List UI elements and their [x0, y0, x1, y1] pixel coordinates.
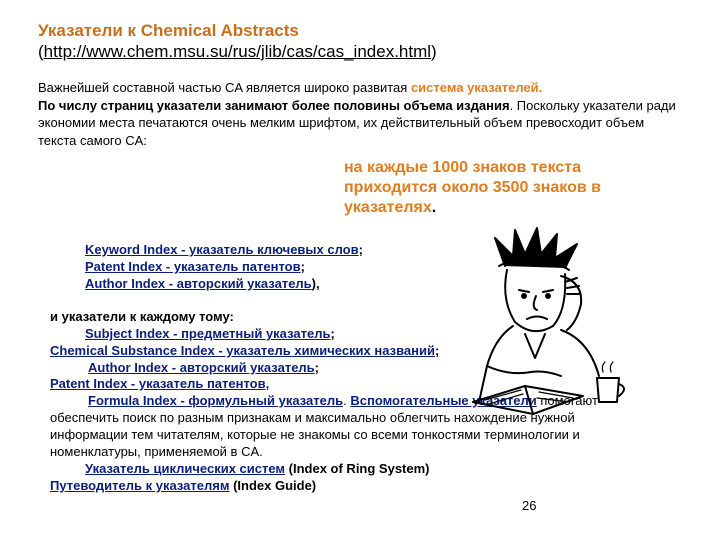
page-number: 26 [522, 498, 537, 513]
url-open-paren: ( [38, 42, 44, 61]
patent-index-link[interactable]: Patent Index - указатель патентов [85, 259, 301, 274]
source-url-link[interactable]: http://www.chem.msu.su/rus/jlib/cas/cas_index.html [43, 42, 432, 61]
volume-index-row [88, 359, 319, 376]
url-close-paren: ) [431, 42, 437, 61]
formula-index-link[interactable]: Formula Index - формульный указатель [88, 393, 344, 408]
index-guide-english: (Index Guide) [229, 478, 317, 493]
volume-index-row [50, 375, 269, 392]
source-url-line [38, 41, 437, 62]
issue-index-suffix: ), [311, 276, 320, 291]
volume-indexes-intro: и указатели к каждому тому: [50, 309, 234, 324]
author-index-link[interactable]: Author Index - авторский указатель [85, 276, 312, 291]
volume-patent-index-link[interactable]: Patent Index - указатель патентов, [50, 376, 270, 391]
issue-index-row [85, 258, 305, 275]
intro-text-1: Важнейшей составной частью CA является широко развитая [38, 80, 411, 95]
ring-index-english: (Index of Ring System) [285, 461, 430, 476]
callout-text: на каждые 1000 знаков текста приходится около 3500 знаков в указателях [344, 159, 601, 216]
issue-index-suffix: ; [300, 259, 305, 274]
tired-reader-illustration [465, 226, 630, 418]
issue-index-row [85, 241, 363, 258]
ring-systems-index-link[interactable]: Указатель циклических систем [85, 461, 286, 476]
intro-text-3: . Поскольку указатели ради экономии места печатаются очень мелким шрифтом, их действительный объем превосходит объем текста самого CA: [38, 97, 676, 148]
volume-index-suffix: ; [330, 326, 335, 341]
slide-title: Указатели к Chemical Abstracts [38, 21, 299, 40]
volume-index-row [85, 325, 335, 342]
issue-index-suffix: ; [358, 242, 363, 257]
auxiliary-indexes-text: помогают обеспечить поиск по разным признакам и максимально облегчить нахождение нужной информации тем читателям, которые не знакомы со всеми тонкостями терминологии и номенклатуры, применяемой в CA. [50, 393, 598, 459]
volume-index-row [50, 342, 439, 359]
volume-index-suffix: ; [434, 343, 440, 358]
subject-index-link[interactable]: Subject Index - предметный указатель [85, 326, 331, 341]
callout-statistic [344, 158, 664, 218]
intro-bold-statement: По числу страниц указатели занимают более половины объема издания [38, 97, 510, 113]
intro-highlight: система указателей. [410, 80, 543, 95]
callout-period: . [431, 199, 437, 216]
chemical-substance-index-link[interactable]: Chemical Substance Index - указатель химических названий [50, 343, 435, 358]
formula-dot: . [343, 393, 351, 408]
guide-row [50, 477, 316, 494]
keyword-index-link[interactable]: Keyword Index - указатель ключевых слов [85, 242, 359, 257]
ring-index-row [85, 460, 430, 477]
index-guide-link[interactable]: Путеводитель к указателям [50, 478, 230, 493]
issue-index-row [85, 275, 320, 292]
auxiliary-indexes-link[interactable]: Вспомогательные указатели [350, 393, 537, 408]
intro-paragraph [38, 79, 678, 149]
volume-author-index-link[interactable]: Author Index - авторский указатель [88, 360, 315, 375]
volume-index-suffix: ; [314, 360, 320, 375]
